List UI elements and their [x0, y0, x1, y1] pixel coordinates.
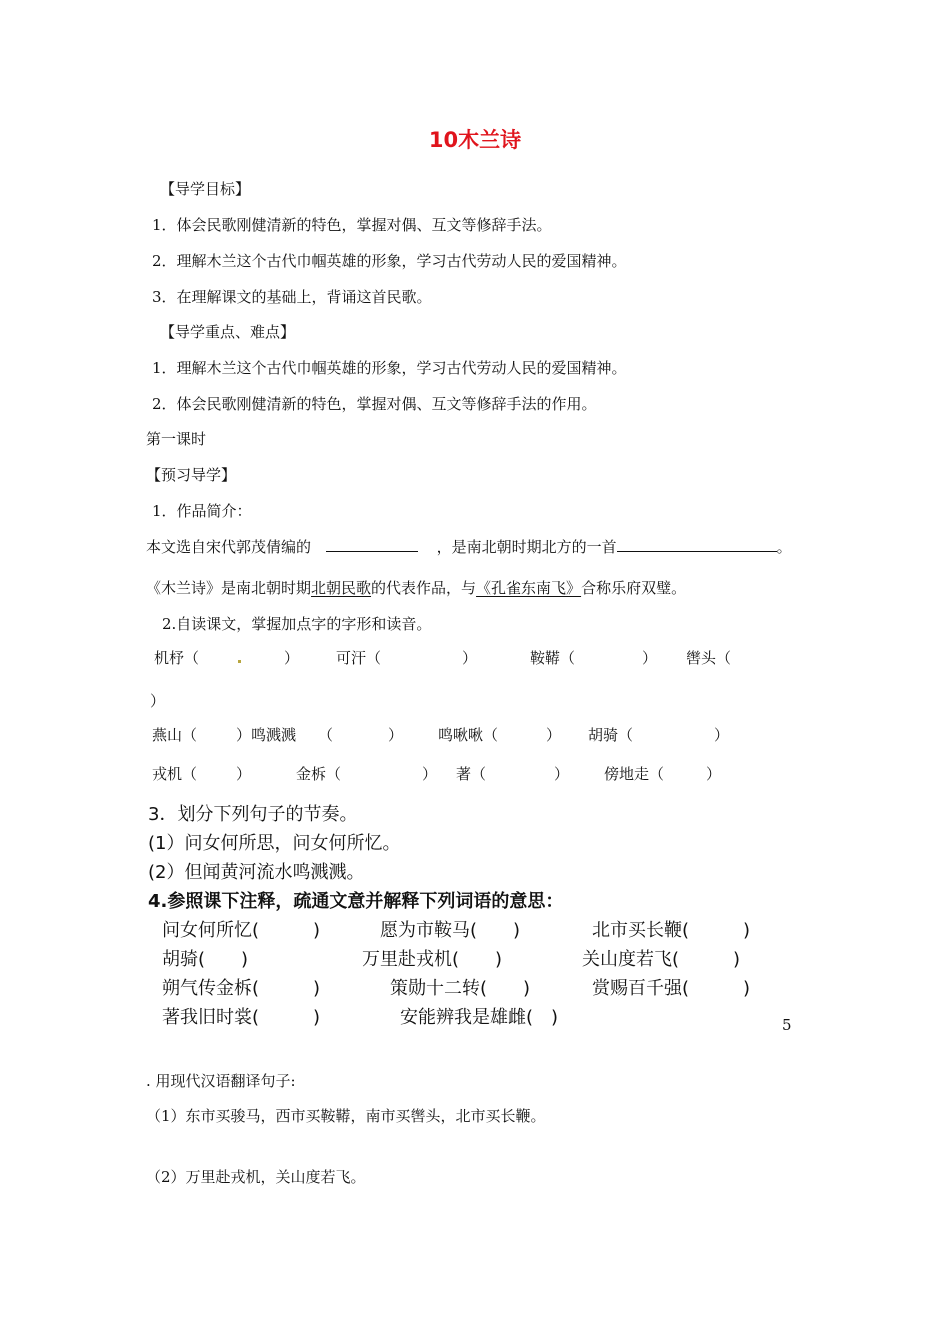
term: 可汗（ [336, 649, 382, 667]
q4-term: 愿为市鞍马( ) [380, 920, 521, 941]
key-point-item: 1．理解木兰这个古代巾帼英雄的形象，学习古代劳动人民的爱国精神。 [152, 359, 627, 377]
key-point-item: 2．体会民歌刚健清新的特色，掌握对偶、互文等修辞手法的作用。 [152, 395, 597, 413]
q4-heading: 4.参照课下注释，疏通文意并解释下列词语的意思： [148, 891, 564, 912]
term: 著（ [456, 765, 487, 783]
term-close: ） [706, 765, 722, 783]
term-close: ） [150, 692, 166, 710]
term: 辔头（ [686, 649, 732, 667]
underlined-text: 北朝民歌 [311, 579, 372, 597]
q1-text-a: 本文选自宋代郭茂倩编的 [146, 538, 312, 556]
q3-item: (1）问女何所思，问女何所忆。 [148, 833, 401, 854]
q4-term: 著我旧时裳( ) [162, 1007, 321, 1028]
page-number: 5 [782, 1016, 792, 1034]
q1-line [146, 536, 792, 557]
q1-text-b: ，是南北朝时期北方的一首 [436, 538, 617, 556]
q4-term: 胡骑( ) [162, 949, 249, 970]
q4-term: 策勋十二转( ) [390, 978, 531, 999]
term: 傍地走（ [604, 765, 665, 783]
term: 金柝（ [296, 765, 342, 783]
mark-dot [238, 660, 241, 663]
term: 鞍鞯（ [530, 649, 576, 667]
term: 鸣啾啾（ [438, 726, 499, 744]
q2-label: 2.自读课文，掌握加点字的字形和读音。 [162, 615, 432, 633]
term-close: ） [236, 765, 252, 783]
goal-item: 2．理解木兰这个古代巾帼英雄的形象，学习古代劳动人民的爱国精神。 [152, 252, 627, 270]
q3-heading: 3．划分下列句子的节奏。 [148, 804, 358, 825]
term-close: ） [388, 726, 404, 744]
term-close: ） [546, 726, 562, 744]
term: 燕山（ [152, 726, 198, 744]
term: 戎机（ [152, 765, 198, 783]
q5-heading: . 用现代汉语翻译句子: [146, 1072, 296, 1090]
q4-term: 赏赐百千强( ) [592, 978, 751, 999]
term-open: （ [318, 726, 334, 744]
q4-term: 安能辨我是雄雌( ) [400, 1007, 559, 1028]
term-close: ） [642, 649, 658, 667]
blank-line[interactable] [617, 550, 777, 552]
term-close: ） [284, 649, 300, 667]
key-points-heading: 【导学重点、难点】 [160, 323, 296, 341]
term-close: ） [422, 765, 438, 783]
page-title: 10木兰诗 [428, 128, 522, 152]
term: ）鸣溅溅 [236, 726, 297, 744]
text: 《木兰诗》是南北朝时期 [146, 579, 312, 597]
q1-sentence [146, 577, 686, 598]
q5-item: （2）万里赴戎机，关山度若飞。 [146, 1168, 366, 1186]
term: 机杼（ [154, 649, 200, 667]
q1-label: 1．作品简介： [152, 502, 252, 520]
blank-line[interactable] [326, 550, 418, 552]
q4-term: 朔气传金柝( ) [162, 978, 321, 999]
preview-heading: 【预习导学】 [146, 466, 237, 484]
term-close: ） [462, 649, 478, 667]
q4-term: 问女何所忆( ) [162, 920, 321, 941]
q4-term: 关山度若飞( ) [582, 949, 741, 970]
term: 胡骑（ [588, 726, 634, 744]
goal-item: 1．体会民歌刚健清新的特色，掌握对偶、互文等修辞手法。 [152, 216, 552, 234]
underlined-text: 《孔雀东南飞》 [476, 579, 582, 597]
lesson-label: 第一课时 [146, 430, 207, 448]
q1-text-end: 。 [776, 538, 792, 556]
q4-term: 北市买长鞭( ) [592, 920, 751, 941]
q5-item: （1）东市买骏马，西市买鞍鞯，南市买辔头，北市买长鞭。 [146, 1107, 546, 1125]
term-close: ） [554, 765, 570, 783]
q4-term: 万里赴戎机( ) [362, 949, 503, 970]
text: 的代表作品，与 [371, 579, 477, 597]
text: 合称乐府双璧。 [581, 579, 687, 597]
term-close: ） [714, 726, 730, 744]
goals-heading: 【导学目标】 [160, 180, 251, 198]
goal-item: 3．在理解课文的基础上，背诵这首民歌。 [152, 288, 432, 306]
q3-item: (2）但闻黄河流水鸣溅溅。 [148, 862, 365, 883]
